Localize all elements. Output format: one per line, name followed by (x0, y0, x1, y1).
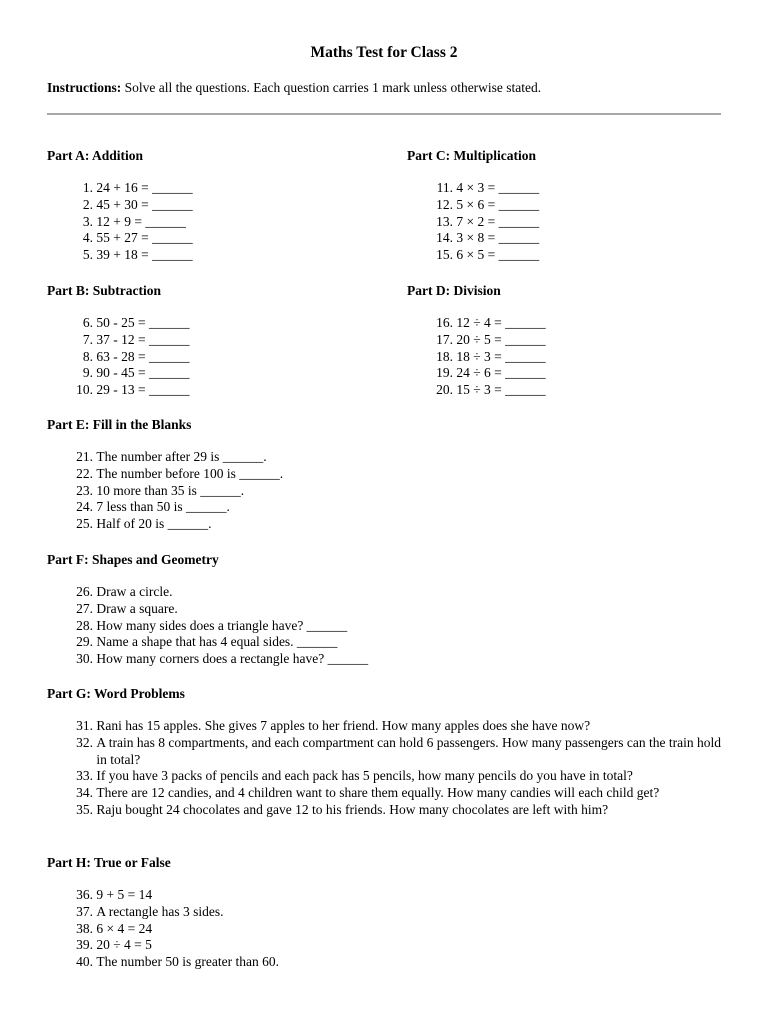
question-item (47, 466, 727, 483)
question-text: The number before 100 is ______. (96, 465, 284, 481)
part-h-heading: Part H: True or False (47, 855, 171, 870)
question-text: 10 more than 35 is ______. (96, 482, 245, 498)
question-text: Draw a square. (96, 600, 178, 616)
question-number: 25. (76, 516, 93, 532)
question-item (47, 651, 727, 668)
question-number: 10. (76, 382, 93, 398)
question-number: 14. (436, 230, 453, 246)
question-item (47, 954, 727, 971)
part-h-list (47, 887, 727, 971)
question-number: 6. (82, 315, 93, 330)
question-text: If you have 3 packs of pencils and each pack has 5 pencils, how many pencils do you have in total? (96, 768, 633, 784)
question-number: 38. (76, 920, 93, 936)
question-item (407, 230, 727, 247)
question-number: 20. (436, 382, 453, 398)
question-text: Rani has 15 apples. She gives 7 apples to her friend. How many apples does she have now? (96, 718, 591, 733)
part-b-list (47, 315, 367, 399)
question-number: 26. (76, 584, 93, 599)
question-item (47, 349, 367, 366)
question-number: 17. (436, 331, 453, 347)
question-item (47, 904, 727, 921)
part-a-section (47, 147, 367, 264)
part-c-section (407, 147, 727, 264)
question-text: The number 50 is greater than 60. (96, 954, 279, 970)
question-number: 3. (82, 213, 93, 229)
question-item (407, 315, 727, 332)
question-text: A train has 8 compartments, and each compartment can hold 6 passengers. How many passengers can the train hold in total? (96, 734, 721, 767)
question-number: 1. (82, 180, 93, 195)
question-text: 39 + 18 = ______ (96, 247, 193, 263)
question-text: Draw a circle. (96, 584, 173, 599)
question-item (47, 247, 367, 264)
question-text: There are 12 candies, and 4 children want to share them equally. How many candies will each child get? (96, 785, 660, 801)
question-item (47, 634, 727, 651)
part-h-section (47, 854, 727, 971)
question-text: How many sides does a triangle have? ______ (96, 617, 348, 633)
question-item (47, 768, 727, 785)
instructions-text: Solve all the questions. Each question carries 1 mark unless otherwise stated. (121, 80, 542, 95)
question-text: 24 ÷ 6 = ______ (456, 365, 546, 381)
question-number: 40. (76, 954, 93, 970)
question-text: 20 ÷ 5 = ______ (456, 331, 546, 347)
question-number: 31. (76, 718, 93, 733)
question-number: 32. (76, 734, 93, 750)
question-number: 28. (76, 617, 93, 633)
part-a-list (47, 180, 367, 264)
question-number: 9. (82, 365, 93, 381)
question-item (407, 180, 727, 197)
question-number: 13. (436, 213, 453, 229)
question-item (47, 735, 727, 769)
question-item (47, 584, 727, 601)
divider (47, 113, 721, 115)
question-text: 9 + 5 = 14 (96, 887, 153, 902)
question-item (407, 197, 727, 214)
question-item (407, 247, 727, 264)
question-item (47, 197, 367, 214)
question-item (47, 785, 727, 802)
question-number: 2. (82, 196, 93, 212)
part-c-list (407, 180, 727, 264)
question-item (47, 887, 727, 904)
question-number: 11. (436, 180, 453, 195)
question-item (47, 802, 727, 819)
question-text: 29 - 13 = ______ (96, 382, 190, 398)
question-text: 7 × 2 = ______ (456, 213, 540, 229)
question-item (407, 365, 727, 382)
question-item (47, 618, 727, 635)
page-title: Maths Test for Class 2 (310, 44, 458, 61)
question-text: 15 ÷ 3 = ______ (456, 382, 546, 398)
question-text: How many corners does a rectangle have? ______ (96, 651, 369, 667)
question-text: 63 - 28 = ______ (96, 348, 190, 364)
question-number: 5. (82, 247, 93, 263)
part-e-list (47, 449, 727, 533)
question-text: 12 + 9 = ______ (96, 213, 186, 229)
part-b-section (47, 282, 367, 399)
instructions-label: Instructions: (47, 80, 122, 95)
question-text: A rectangle has 3 sides. (96, 903, 224, 919)
question-number: 8. (82, 348, 93, 364)
part-e-heading: Part E: Fill in the Blanks (47, 417, 192, 432)
question-text: The number after 29 is ______. (96, 449, 267, 464)
question-item (47, 937, 727, 954)
question-item (47, 449, 727, 466)
question-text: 37 - 12 = ______ (96, 331, 190, 347)
question-number: 15. (436, 247, 453, 263)
question-text: 5 × 6 = ______ (456, 196, 540, 212)
question-item (407, 214, 727, 231)
question-text: 55 + 27 = ______ (96, 230, 193, 246)
part-g-list (47, 718, 727, 819)
question-number: 36. (76, 887, 93, 902)
question-item (407, 382, 727, 399)
question-number: 33. (76, 768, 93, 784)
part-c-heading: Part C: Multiplication (407, 148, 536, 163)
question-item (407, 349, 727, 366)
question-item (47, 516, 727, 533)
question-item (47, 382, 367, 399)
part-d-list (407, 315, 727, 399)
question-item (47, 214, 367, 231)
question-item (47, 315, 367, 332)
question-item (47, 180, 367, 197)
question-number: 21. (76, 449, 93, 464)
question-number: 37. (76, 903, 93, 919)
question-text: 12 ÷ 4 = ______ (456, 315, 546, 330)
part-d-heading: Part D: Division (407, 283, 501, 298)
part-f-list (47, 584, 727, 668)
question-number: 30. (76, 651, 93, 667)
question-item (47, 601, 727, 618)
question-item (407, 332, 727, 349)
question-item (47, 365, 367, 382)
question-number: 35. (76, 801, 93, 817)
question-number: 23. (76, 482, 93, 498)
question-text: 45 + 30 = ______ (96, 196, 193, 212)
question-item (47, 718, 727, 735)
instructions (47, 80, 541, 96)
question-text: 4 × 3 = ______ (456, 180, 540, 195)
question-item (47, 332, 367, 349)
question-number: 12. (436, 196, 453, 212)
question-item (47, 230, 367, 247)
question-number: 27. (76, 600, 93, 616)
question-item (47, 921, 727, 938)
question-number: 39. (76, 937, 93, 953)
question-number: 18. (436, 348, 453, 364)
part-e-section (47, 416, 727, 533)
question-text: 18 ÷ 3 = ______ (456, 348, 546, 364)
part-f-section (47, 551, 727, 668)
question-text: Half of 20 is ______. (96, 516, 212, 532)
question-text: 3 × 8 = ______ (456, 230, 540, 246)
question-text: 20 ÷ 4 = 5 (96, 937, 152, 953)
question-text: 6 × 4 = 24 (96, 920, 153, 936)
part-g-heading: Part G: Word Problems (47, 686, 185, 701)
question-text: 90 - 45 = ______ (96, 365, 190, 381)
question-text: Raju bought 24 chocolates and gave 12 to his friends. How many chocolates are left with him? (96, 801, 609, 817)
question-number: 22. (76, 465, 93, 481)
question-item (47, 499, 727, 516)
question-number: 4. (82, 230, 93, 246)
part-f-heading: Part F: Shapes and Geometry (47, 552, 219, 567)
question-number: 34. (76, 785, 93, 801)
question-number: 29. (76, 634, 93, 650)
question-number: 24. (76, 499, 93, 515)
question-number: 19. (436, 365, 453, 381)
question-item (47, 483, 727, 500)
question-text: 7 less than 50 is ______. (96, 499, 230, 515)
question-text: 24 + 16 = ______ (96, 180, 193, 195)
question-text: 50 - 25 = ______ (96, 315, 190, 330)
part-a-heading: Part A: Addition (47, 148, 144, 163)
part-b-heading: Part B: Subtraction (47, 283, 161, 298)
part-g-section (47, 685, 727, 819)
question-number: 7. (82, 331, 93, 347)
part-d-section (407, 282, 727, 399)
question-text: Name a shape that has 4 equal sides. ______ (96, 634, 338, 650)
question-number: 16. (436, 315, 453, 330)
question-text: 6 × 5 = ______ (456, 247, 540, 263)
